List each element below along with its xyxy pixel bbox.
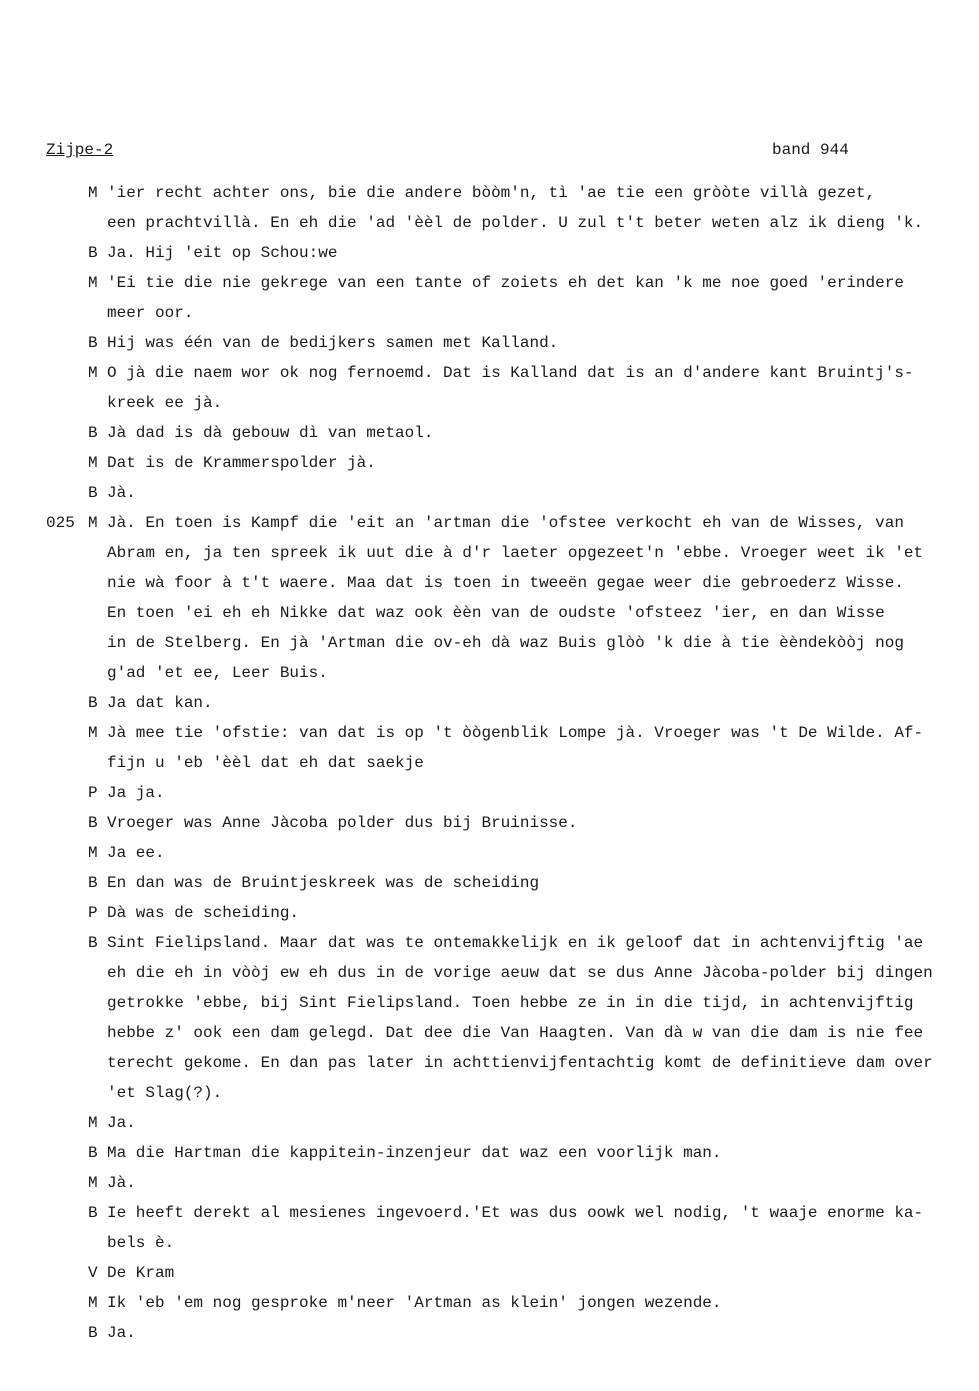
utterance-text: Jà. [107,1174,136,1192]
utterance-text: Ja. Hij 'eit op Schou:we [107,244,338,262]
utterance-text: Ja ee. [107,844,165,862]
transcript-turn [88,718,973,778]
speaker-label: M [88,184,98,202]
utterance-text: Jà. En toen is Kampf die 'eit an 'artman die 'ofstee verkocht eh van de Wisses, van Abram en, ja ten spreek ik uut die à d'r laeter opgezeet'n 'ebbe. Vroeger weet ik 'et nie wà foor à t't waere. Maa dat is toen in tweeën gegae weer die gebroederz Wisse. En toen 'ei eh eh Nikke dat waz ook èèn van de oudste 'ofsteez 'ier, en dan Wisse in de Stelberg. En jà 'Artman die ov-eh dà waz Buis glòò 'k die à tie èèndekòòj nog g'ad 'et ee, Leer Buis. [107,514,924,682]
utterance-text: Hij was één van de bedijkers samen met Kalland. [107,334,559,352]
transcript-turn [88,238,973,268]
utterance-text: Jà. [107,484,136,502]
utterance-text: Dà was de scheiding. [107,904,300,922]
utterance-text: O jà die naem wor ok nog fernoemd. Dat is Kalland dat is an d'andere kant Bruintj's- kreek ee jà. [107,364,914,412]
utterance-text: Ja. [107,1324,136,1342]
utterance-text: Ja. [107,1114,136,1132]
utterance-text: 'Ei tie die nie gekrege van een tante of zoiets eh det kan 'k me noe goed 'erindere meer oor. [107,274,904,322]
transcript-turn [88,178,973,238]
speaker-label: B [88,1324,98,1342]
document-title: Zijpe-2 [46,141,114,159]
transcript-turn [88,1198,973,1258]
transcript-turn [88,478,973,508]
utterance-text: De Kram [107,1264,175,1282]
speaker-label: M [88,844,98,862]
speaker-label: B [88,244,98,262]
speaker-label: B [88,1144,98,1162]
speaker-label: M [88,514,98,532]
utterance-text: Ja ja. [107,784,165,802]
time-marker: 025 [46,514,75,532]
tape-number: band 944 [772,141,849,159]
transcript-turn [88,868,973,898]
transcript-turn [88,838,973,868]
utterance-text: Jà dad is dà gebouw dì van metaol. [107,424,434,442]
utterance-text: Ja dat kan. [107,694,213,712]
speaker-label: B [88,424,98,442]
speaker-label: B [88,484,98,502]
transcript-turn [88,268,973,328]
speaker-label: M [88,1174,98,1192]
transcript-turn [88,1168,973,1198]
speaker-label: B [88,694,98,712]
transcript-turn [88,1108,973,1138]
transcript-body [46,178,973,1348]
speaker-label: P [88,784,98,802]
speaker-label: P [88,904,98,922]
speaker-label: B [88,814,98,832]
speaker-label: M [88,724,98,742]
transcript-turn [88,448,973,478]
speaker-label: B [88,874,98,892]
transcript-turn [88,928,973,1108]
speaker-label: B [88,1204,98,1222]
transcript-turn [88,1138,973,1168]
speaker-label: M [88,1294,98,1312]
speaker-label: B [88,334,98,352]
utterance-text: Vroeger was Anne Jàcoba polder dus bij Bruinisse. [107,814,578,832]
transcript-turn [88,418,973,448]
utterance-text: Ik 'eb 'em nog gesproke m'neer 'Artman as klein' jongen wezende. [107,1294,722,1312]
utterance-text: 'ier recht achter ons, bie die andere bòòm'n, tì 'ae tie een gròòte villà gezet, een prachtvillà. En eh die 'ad 'èèl de polder. U zul t't beter weten alz ik dieng 'k. [107,184,924,232]
utterance-text: Jà mee tie 'ofstie: van dat is op 't òògenblik Lompe jà. Vroeger was 't De Wilde. Af- fijn u 'eb 'èèl dat eh dat saekje [107,724,924,772]
transcript-turn [46,508,973,688]
speaker-label: B [88,934,98,952]
utterance-text: Dat is de Krammerspolder jà. [107,454,376,472]
transcript-turn [88,328,973,358]
utterance-text: Sint Fielipsland. Maar dat was te ontemakkelijk en ik geloof dat in achtenvijftig 'ae eh die eh in vòòj ew eh dus in de vorige aeuw dat se dus Anne Jàcoba-polder bij dingen getrokke 'ebbe, bij Sint Fielipsland. Toen hebbe ze in in die tijd, in achtenvijftig hebbe z' ook een dam gelegd. Dat dee die Van Haagten. Van dà w van die dam is nie fee terecht gekome. En dan pas later in achttienvijfentachtig komt de definitieve dam over 'et Slag(?). [107,934,933,1102]
speaker-label: V [88,1264,98,1282]
utterance-text: Ie heeft derekt al mesienes ingevoerd.'Et was dus oowk wel nodig, 't waaje enorme ka- bels è. [107,1204,924,1252]
transcript-turn [88,1318,973,1348]
utterance-text: En dan was de Bruintjeskreek was de scheiding [107,874,540,892]
transcript-turn [88,898,973,928]
transcript-turn [88,358,973,418]
speaker-label: M [88,454,98,472]
speaker-label: M [88,274,98,292]
transcript-turn [88,778,973,808]
transcript-turn [88,1288,973,1318]
utterance-text: Ma die Hartman die kappitein-inzenjeur dat waz een voorlijk man. [107,1144,722,1162]
speaker-label: M [88,1114,98,1132]
transcript-turn [88,1258,973,1288]
transcript-turn [88,688,973,718]
transcript-turn [88,808,973,838]
speaker-label: M [88,364,98,382]
